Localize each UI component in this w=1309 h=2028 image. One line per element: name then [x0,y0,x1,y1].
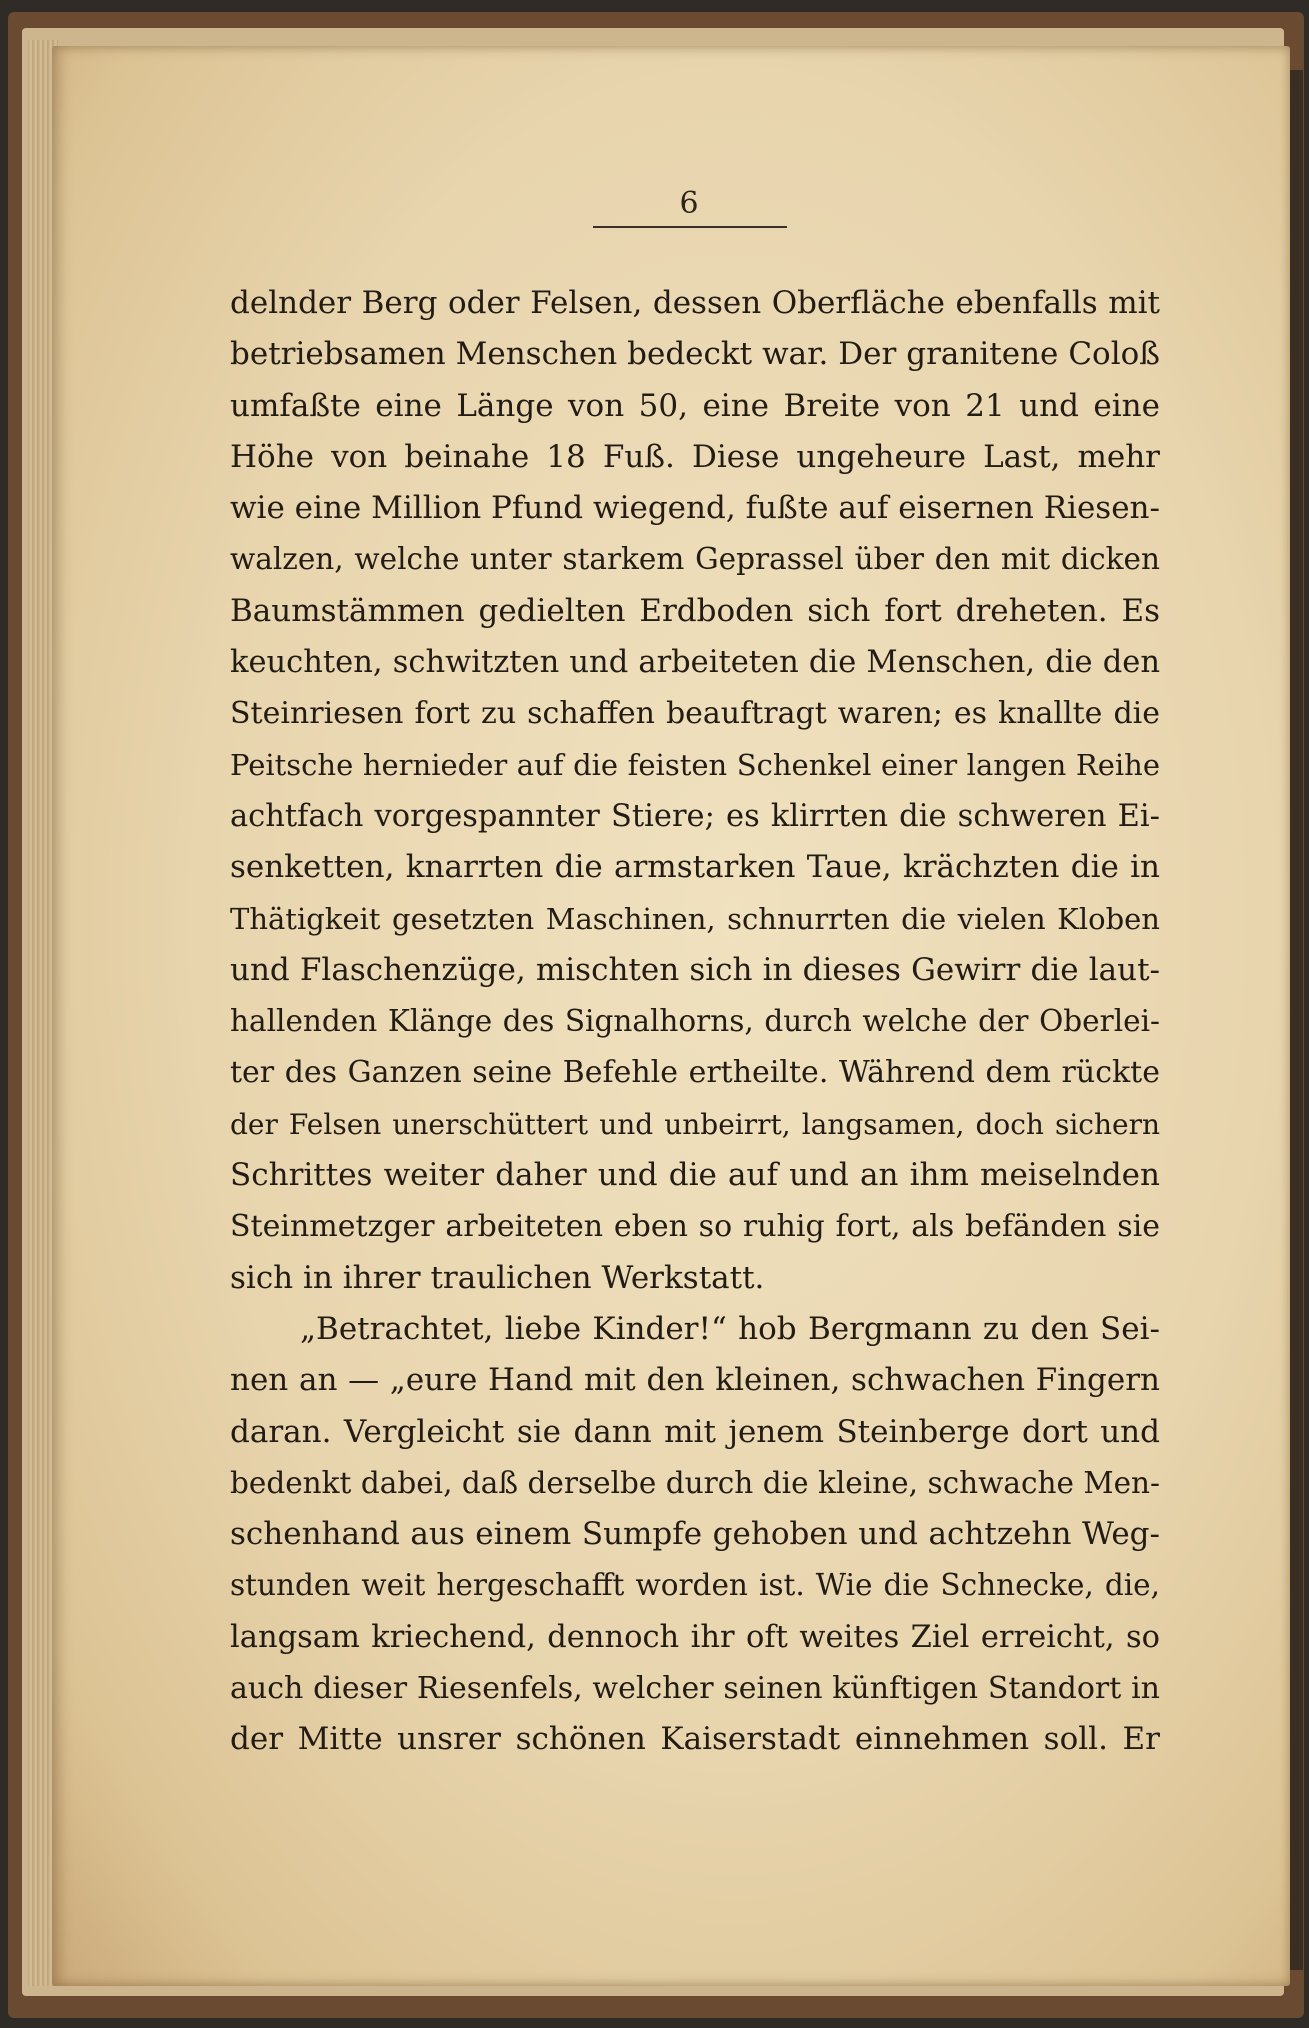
text-line: der Mitte unsrer schönen Kaiserstadt einnehmen soll. Er [230,1721,1160,1758]
text-line: schenhand aus einem Sumpfe gehoben und achtzehn Weg- [230,1516,1160,1553]
text-line: stunden weit hergeschafft worden ist. Wie die Schnecke, die, [230,1568,1160,1603]
text-line: nen an — „eure Hand mit den kleinen, schwachen Fingern [230,1362,1160,1399]
text-line: keuchten, schwitzten und arbeiteten die Menschen, die den [230,645,1160,681]
text-line: senketten, knarrten die armstarken Taue, krächzten die in [230,849,1160,886]
text-line: bedenkt dabei, daß derselbe durch die kleine, schwache Men- [230,1465,1160,1500]
text-line: langsam kriechend, dennoch ihr oft weites Ziel erreicht, so [230,1619,1160,1655]
text-line: auch dieser Riesenfels, welcher seinen künftigen Standort in [230,1671,1160,1707]
body-text [230,278,1160,1766]
text-line: walzen, welche unter starkem Geprassel über den mit dicken [230,542,1160,577]
text-line: der Felsen unerschüttert und unbeirrt, langsamen, doch sichern [230,1107,1160,1141]
header-rule [593,226,787,228]
text-line: Peitsche hernieder auf die feisten Schenkel einer langen Reihe [230,747,1160,782]
text-line: umfaßte eine Länge von 50, eine Breite von 21 und eine [230,387,1160,424]
text-line: Baumstämmen gedielten Erdboden sich fort dreheten. Es [230,592,1160,629]
text-line: Steinmetzger arbeiteten eben so ruhig fort, als befänden sie [230,1209,1160,1245]
text-line: ter des Ganzen seine Befehle ertheilte. Während dem rückte [230,1055,1160,1091]
page-number: 6 [679,186,699,221]
text-line: sich in ihrer traulichen Werkstatt. [230,1259,765,1296]
text-line: achtfach vorgespannter Stiere; es klirrten die schweren Ei- [230,798,1160,834]
text-line: Thätigkeit gesetzten Maschinen, schnurrten die vielen Kloben [230,901,1160,936]
text-line: Höhe von beinahe 18 Fuß. Diese ungeheure Last, mehr [230,438,1160,475]
text-line: „Betrachtet, liebe Kinder!“ hob Bergmann zu den Sei- [300,1310,1160,1347]
text-line: wie eine Million Pfund wiegend, fußte auf eisernen Riesen- [230,490,1160,527]
text-line: Steinriesen fort zu schaffen beauftragt waren; es knallte die [230,696,1160,732]
text-line: betriebsamen Menschen bedeckt war. Der granitene Coloß [230,336,1160,373]
text-line: daran. Vergleicht sie dann mit jenem Steinberge dort und [230,1413,1160,1450]
text-line: hallenden Klänge des Signalhorns, durch welche der Oberlei- [230,1004,1160,1039]
text-line: und Flaschenzüge, mischten sich in dieses Gewirr die laut- [230,951,1160,988]
text-line: delnder Berg oder Felsen, dessen Oberfläche ebenfalls mit [230,285,1160,321]
text-line: Schrittes weiter daher und die auf und an ihm meiselnden [230,1157,1160,1194]
